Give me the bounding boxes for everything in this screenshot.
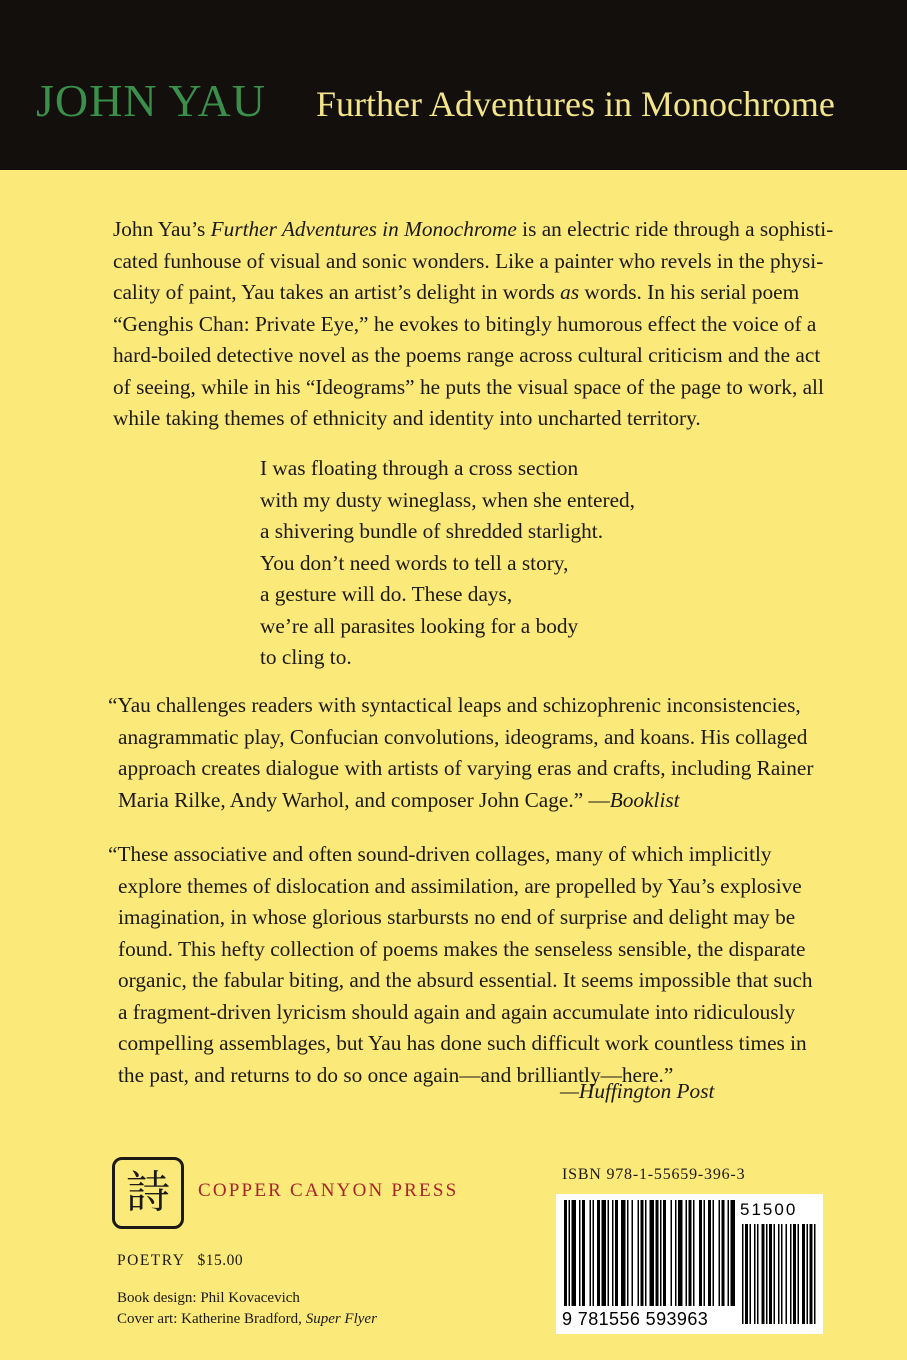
barcode-addon-bar xyxy=(786,1224,788,1324)
price-line xyxy=(117,1252,243,1270)
barcode-addon-bar xyxy=(802,1224,805,1324)
quote-line: “Yau challenges readers with syntactical leaps and schizophrenic inconsistencies, xyxy=(108,693,801,717)
barcode-addon-bar xyxy=(757,1224,759,1324)
barcode-addon-bar xyxy=(778,1224,780,1324)
barcode-digits: 9 781556 593963 xyxy=(562,1309,709,1329)
huffington-quote xyxy=(108,839,828,1091)
barcode-bar xyxy=(579,1200,581,1306)
barcode-bar xyxy=(602,1200,607,1306)
blurb-line: hard-boiled detective novel as the poems range across cultural criticism and the act xyxy=(113,343,821,367)
barcode-bar xyxy=(671,1200,673,1306)
cover-work-title: Super Flyer xyxy=(305,1311,377,1327)
poem-line: I was floating through a cross section xyxy=(260,456,579,480)
barcode-bar xyxy=(593,1200,595,1306)
barcode-addon-bar xyxy=(769,1224,772,1324)
quote-line: compelling assemblages, but Yau has done such difficult work countless times in xyxy=(118,1031,807,1055)
quote-line: explore themes of dislocation and assimilation, are propelled by Yau’s explosive xyxy=(118,873,802,898)
barcode-bar xyxy=(731,1200,736,1306)
quote-line: found. This hefty collection of poems makes the senseless sensible, the disparate xyxy=(118,936,806,961)
barcode xyxy=(556,1194,823,1334)
quote-line: anagrammatic play, Confucian convolutions, ideograms, and koans. His collaged xyxy=(118,724,808,749)
blurb-line: cated funhouse of visual and sonic wonders. Like a painter who revels in the physi- xyxy=(113,248,824,273)
barcode-bar xyxy=(621,1200,626,1306)
poem-line: with my dusty wineglass, when she entered, xyxy=(260,487,635,512)
quote-line: “These associative and often sound-driven collages, many of which implicitly xyxy=(108,842,772,866)
booklist-quote xyxy=(108,690,828,816)
barcode-addon-bar xyxy=(790,1224,792,1324)
quote-line: the past, and returns to do so once again—and brilliantly—here.” xyxy=(118,1062,674,1087)
barcode-bar xyxy=(615,1200,618,1306)
barcode-addon-bar xyxy=(814,1224,816,1324)
title-italic: Further Adventures in Monochrome xyxy=(210,217,517,241)
barcode-addon-bar xyxy=(745,1224,748,1324)
quote-line: imagination, in whose glorious starbursts no end of surprise and delight may be xyxy=(118,905,796,929)
barcode-addon-bar xyxy=(781,1224,783,1324)
blurb-paragraph xyxy=(113,214,834,435)
quote-line: organic, the fabular biting, and the absurd essential. It seems impossible that such xyxy=(118,968,813,992)
barcode-addon-bar xyxy=(798,1224,800,1324)
poem-line: a gesture will do. These days, xyxy=(260,582,513,606)
poem-line: You don’t need words to tell a story, xyxy=(260,550,569,575)
barcode-bar xyxy=(675,1200,677,1306)
quote-source: Booklist xyxy=(609,787,680,812)
barcode-bar xyxy=(645,1200,647,1306)
barcode-bar xyxy=(627,1200,629,1306)
barcode-bar xyxy=(597,1200,600,1306)
price-amount: $15.00 xyxy=(197,1252,244,1269)
poem-line: we’re all parasites looking for a body xyxy=(260,613,579,638)
blurb-line: while taking themes of ethnicity and identity into uncharted territory. xyxy=(113,406,701,430)
barcode-bar xyxy=(719,1200,721,1306)
barcode-bar xyxy=(704,1200,706,1306)
barcode-bar xyxy=(569,1200,571,1306)
barcode-bar xyxy=(590,1200,592,1306)
publisher-name: COPPER CANYON PRESS xyxy=(198,1180,459,1201)
barcode-bar xyxy=(678,1200,683,1306)
blurb-line: “Genghis Chan: Private Eye,” he evokes to bitingly humorous effect the voice of a xyxy=(113,311,817,336)
barcode-addon-bar xyxy=(762,1224,765,1324)
publisher-seal-icon: 詩 xyxy=(112,1157,184,1229)
barcode-addon-bar xyxy=(766,1224,768,1324)
design-credit: Book design: Phil Kovacevich xyxy=(117,1290,300,1306)
barcode-bar xyxy=(699,1200,702,1306)
barcode-bar xyxy=(650,1200,655,1306)
barcode-addon-bar xyxy=(754,1224,756,1324)
quote-line: Maria Rilke, Andy Warhol, and composer John Cage.” —Booklist xyxy=(118,787,680,812)
quote-line: approach creates dialogue with artists of varying eras and crafts, including Rainer xyxy=(118,756,814,780)
barcode-bar xyxy=(608,1200,610,1306)
isbn-label: ISBN 978-1-55659-396-3 xyxy=(562,1166,746,1183)
barcode-addon-bar xyxy=(774,1224,776,1324)
cover-art-credit: Cover art: Katherine Bradford, Super Flyer xyxy=(117,1311,377,1327)
book-title: Further Adventures in Monochrome xyxy=(316,84,835,124)
barcode-bar xyxy=(713,1200,715,1306)
poem-line: a shivering bundle of shredded starlight. xyxy=(260,519,604,543)
barcode-bar xyxy=(708,1200,711,1306)
barcode-addon-bar xyxy=(807,1224,809,1324)
barcode-bar xyxy=(728,1200,730,1306)
barcode-bar xyxy=(632,1200,634,1306)
barcode-bar xyxy=(722,1200,725,1306)
barcode-bar xyxy=(663,1200,666,1306)
barcode-addon-bar xyxy=(810,1224,813,1324)
poem-line: to cling to. xyxy=(260,645,352,669)
barcode-addon-bar xyxy=(793,1224,796,1324)
barcode-bar xyxy=(564,1200,567,1306)
blurb-line: cality of paint, Yau takes an artist’s delight in words as words. In his serial poem xyxy=(113,280,800,304)
blurb-line: of seeing, while in his “Ideograms” he puts the visual space of the page to work, all xyxy=(113,374,824,399)
barcode-addon-bar xyxy=(750,1224,752,1324)
quote-line: a fragment-driven lyricism should again and again accumulate into ridiculously xyxy=(118,999,796,1024)
barcode-bar xyxy=(656,1200,659,1306)
category-label: POETRY xyxy=(117,1252,186,1269)
barcode-bar xyxy=(582,1200,585,1306)
barcode-bar xyxy=(686,1200,688,1306)
barcode-bar xyxy=(638,1200,640,1306)
barcode-bar xyxy=(693,1200,695,1306)
emphasis-italic: as xyxy=(560,280,580,304)
header-band xyxy=(0,0,907,170)
barcode-bar xyxy=(572,1200,577,1306)
poem-excerpt xyxy=(260,453,635,674)
barcode-bar xyxy=(641,1200,644,1306)
author-name: JOHN YAU xyxy=(36,75,266,126)
barcode-bar xyxy=(660,1200,662,1306)
barcode-addon-bar xyxy=(742,1224,744,1324)
quote-attribution: —Huffington Post xyxy=(560,1079,715,1103)
price-code: 51500 xyxy=(740,1200,798,1219)
blurb-line: John Yau’s Further Adventures in Monochrome is an electric ride through a sophisti- xyxy=(113,217,834,241)
barcode-bar xyxy=(689,1200,692,1306)
barcode-bar xyxy=(612,1200,614,1306)
